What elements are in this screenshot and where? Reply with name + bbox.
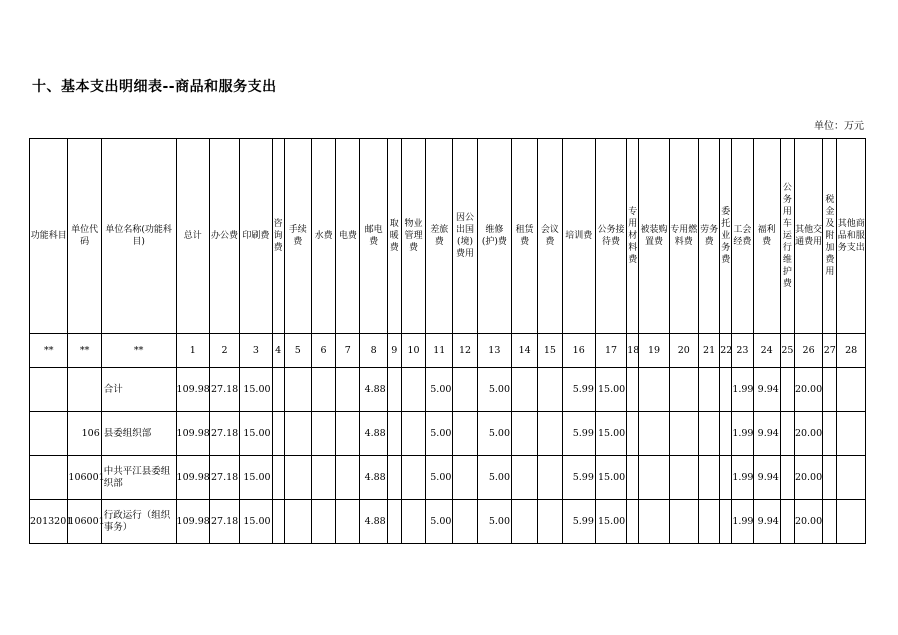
table-cell: 中共平江县委组织部 bbox=[101, 456, 176, 500]
column-header bbox=[595, 139, 626, 334]
expense-detail-table bbox=[29, 138, 866, 544]
table-cell bbox=[401, 500, 425, 544]
table-cell: 9.94 bbox=[753, 412, 780, 456]
table-cell: 15.00 bbox=[240, 456, 272, 500]
index-cell: 15 bbox=[538, 334, 562, 368]
table-cell bbox=[837, 456, 866, 500]
table-cell bbox=[538, 412, 562, 456]
column-header-label: 培训费 bbox=[565, 231, 593, 241]
index-cell: 16 bbox=[562, 334, 595, 368]
header-row bbox=[30, 139, 866, 334]
table-cell bbox=[669, 412, 698, 456]
table-cell bbox=[538, 456, 562, 500]
index-cell: 11 bbox=[426, 334, 453, 368]
table-cell bbox=[30, 456, 68, 500]
table-cell: 5.00 bbox=[426, 412, 453, 456]
table-cell: 109.98 bbox=[176, 368, 209, 412]
table-cell bbox=[780, 412, 794, 456]
column-header bbox=[68, 139, 101, 334]
table-cell: 15.00 bbox=[240, 368, 272, 412]
table-cell: 5.00 bbox=[477, 412, 511, 456]
table-cell bbox=[698, 500, 719, 544]
table-cell: 20.00 bbox=[794, 456, 822, 500]
table-cell bbox=[837, 500, 866, 544]
column-header bbox=[176, 139, 209, 334]
index-cell: 8 bbox=[360, 334, 387, 368]
table-cell bbox=[30, 368, 68, 412]
table-cell: 15.00 bbox=[595, 500, 626, 544]
table-cell: 9.94 bbox=[753, 368, 780, 412]
table-cell: 4.88 bbox=[360, 500, 387, 544]
index-cell: 17 bbox=[595, 334, 626, 368]
table-cell bbox=[720, 456, 732, 500]
table-cell bbox=[68, 368, 101, 412]
table-cell bbox=[669, 368, 698, 412]
table-cell: 15.00 bbox=[595, 456, 626, 500]
column-header-label: 单位代码 bbox=[71, 225, 99, 247]
table-cell: 4.88 bbox=[360, 368, 387, 412]
table-cell: 27.18 bbox=[209, 368, 239, 412]
column-header bbox=[837, 139, 866, 334]
index-cell: 1 bbox=[176, 334, 209, 368]
table-cell: 15.00 bbox=[595, 368, 626, 412]
index-cell: 20 bbox=[669, 334, 698, 368]
table-cell bbox=[639, 456, 669, 500]
table-cell bbox=[698, 456, 719, 500]
column-header-label: 租赁费 bbox=[515, 225, 534, 247]
column-header bbox=[512, 139, 538, 334]
column-header-label: 电费 bbox=[338, 231, 357, 241]
table-cell: 5.99 bbox=[562, 368, 595, 412]
index-cell: 25 bbox=[780, 334, 794, 368]
table-cell: 106001 bbox=[68, 500, 101, 544]
index-cell: 2 bbox=[209, 334, 239, 368]
table-cell: 5.00 bbox=[426, 500, 453, 544]
index-cell: ** bbox=[68, 334, 101, 368]
column-header-label: 取暖费 bbox=[389, 219, 399, 253]
column-header-label: 公务用车运行维护费 bbox=[782, 183, 792, 289]
table-cell bbox=[272, 456, 284, 500]
column-header bbox=[477, 139, 511, 334]
index-cell: 27 bbox=[823, 334, 837, 368]
table-cell: 109.98 bbox=[176, 456, 209, 500]
table-cell: 109.98 bbox=[176, 412, 209, 456]
table-cell bbox=[453, 412, 477, 456]
column-header-label: 因公出国(境)费用 bbox=[456, 213, 475, 259]
table-cell bbox=[512, 456, 538, 500]
column-header bbox=[780, 139, 794, 334]
index-cell: 10 bbox=[401, 334, 425, 368]
table-cell: 5.00 bbox=[426, 368, 453, 412]
column-header-label: 专用燃料费 bbox=[670, 225, 698, 247]
column-header bbox=[698, 139, 719, 334]
index-cell: 21 bbox=[698, 334, 719, 368]
table-cell bbox=[30, 412, 68, 456]
table-cell: 2013201 bbox=[30, 500, 68, 544]
table-cell bbox=[453, 456, 477, 500]
table-cell bbox=[780, 368, 794, 412]
column-header-label: 邮电费 bbox=[364, 225, 383, 247]
table-cell: 县委组织部 bbox=[101, 412, 176, 456]
column-header bbox=[753, 139, 780, 334]
table-cell bbox=[627, 500, 639, 544]
table-cell: 4.88 bbox=[360, 412, 387, 456]
table-cell: 27.18 bbox=[209, 500, 239, 544]
column-header-label: 总计 bbox=[183, 231, 202, 241]
table-cell: 1.99 bbox=[732, 412, 753, 456]
column-header-label: 其他商品和服务支出 bbox=[837, 219, 865, 253]
table-cell bbox=[720, 368, 732, 412]
table-cell: 行政运行（组织事务） bbox=[101, 500, 176, 544]
column-header-label: 专用材料费 bbox=[628, 207, 638, 265]
column-header-label: 公务接待费 bbox=[597, 225, 625, 247]
table-cell: 20.00 bbox=[794, 412, 822, 456]
table-cell: 5.00 bbox=[477, 368, 511, 412]
table-cell bbox=[512, 500, 538, 544]
table-cell bbox=[453, 500, 477, 544]
column-header bbox=[538, 139, 562, 334]
column-header-label: 劳务费 bbox=[700, 225, 719, 247]
table-cell: 15.00 bbox=[595, 412, 626, 456]
table-cell bbox=[780, 456, 794, 500]
column-header bbox=[30, 139, 68, 334]
index-cell: 4 bbox=[272, 334, 284, 368]
table-cell bbox=[401, 368, 425, 412]
column-header-label: 税金及附加费用 bbox=[825, 195, 835, 277]
index-cell: 22 bbox=[720, 334, 732, 368]
index-cell: 3 bbox=[240, 334, 272, 368]
index-cell: 12 bbox=[453, 334, 477, 368]
table-cell bbox=[387, 456, 401, 500]
table-cell bbox=[823, 500, 837, 544]
table-cell bbox=[698, 368, 719, 412]
table-cell: 5.00 bbox=[477, 500, 511, 544]
column-header bbox=[240, 139, 272, 334]
column-header-label: 单位名称(功能科目) bbox=[105, 225, 172, 247]
column-header bbox=[209, 139, 239, 334]
index-cell: 5 bbox=[284, 334, 311, 368]
table-cell bbox=[336, 412, 360, 456]
table-cell bbox=[387, 412, 401, 456]
table-cell bbox=[336, 456, 360, 500]
table-cell bbox=[311, 456, 335, 500]
table-cell bbox=[401, 412, 425, 456]
column-header-label: 被装购置费 bbox=[640, 225, 668, 247]
column-header bbox=[387, 139, 401, 334]
index-cell: 24 bbox=[753, 334, 780, 368]
table-cell bbox=[639, 500, 669, 544]
table-cell bbox=[284, 368, 311, 412]
table-cell bbox=[272, 368, 284, 412]
column-header-label: 维修(护)费 bbox=[481, 225, 507, 247]
table-cell bbox=[780, 500, 794, 544]
column-header-label: 印刷费 bbox=[242, 231, 270, 241]
column-header-label: 委托业务费 bbox=[721, 207, 731, 265]
column-header-label: 福利费 bbox=[757, 225, 776, 247]
column-header bbox=[311, 139, 335, 334]
table-cell: 20.00 bbox=[794, 368, 822, 412]
column-header-label: 工会经费 bbox=[733, 225, 752, 247]
column-header-label: 手续费 bbox=[288, 225, 307, 247]
table-cell bbox=[538, 500, 562, 544]
table-cell bbox=[311, 500, 335, 544]
table-cell bbox=[272, 500, 284, 544]
table-cell bbox=[669, 456, 698, 500]
table-cell bbox=[387, 500, 401, 544]
table-cell: 27.18 bbox=[209, 456, 239, 500]
column-header bbox=[720, 139, 732, 334]
table-cell bbox=[284, 456, 311, 500]
column-header-label: 物业管理费 bbox=[404, 219, 423, 253]
table-cell: 合计 bbox=[101, 368, 176, 412]
index-cell: ** bbox=[30, 334, 68, 368]
column-header bbox=[669, 139, 698, 334]
table-cell bbox=[284, 412, 311, 456]
table-cell bbox=[639, 368, 669, 412]
table-cell bbox=[453, 368, 477, 412]
table-cell: 15.00 bbox=[240, 500, 272, 544]
table-cell bbox=[627, 412, 639, 456]
table-row bbox=[30, 412, 866, 456]
index-cell: 9 bbox=[387, 334, 401, 368]
index-cell: 14 bbox=[512, 334, 538, 368]
column-header bbox=[284, 139, 311, 334]
table-cell: 15.00 bbox=[240, 412, 272, 456]
table-row bbox=[30, 456, 866, 500]
column-header bbox=[794, 139, 822, 334]
index-cell: 13 bbox=[477, 334, 511, 368]
index-cell: 28 bbox=[837, 334, 866, 368]
index-row bbox=[30, 334, 866, 368]
table-cell: 27.18 bbox=[209, 412, 239, 456]
table-cell bbox=[627, 456, 639, 500]
table-cell bbox=[538, 368, 562, 412]
table-cell bbox=[669, 500, 698, 544]
column-header bbox=[360, 139, 387, 334]
table-cell bbox=[311, 368, 335, 412]
column-header-label: 功能科目 bbox=[30, 231, 67, 241]
table-cell bbox=[823, 412, 837, 456]
table-cell: 106 bbox=[68, 412, 101, 456]
column-header-label: 会议费 bbox=[540, 225, 559, 247]
table-cell bbox=[311, 412, 335, 456]
column-header bbox=[272, 139, 284, 334]
table-cell bbox=[837, 412, 866, 456]
table-cell bbox=[720, 412, 732, 456]
column-header bbox=[562, 139, 595, 334]
page-title: 十、基本支出明细表--商品和服务支出 bbox=[32, 79, 277, 95]
column-header bbox=[401, 139, 425, 334]
column-header bbox=[336, 139, 360, 334]
table-cell bbox=[627, 368, 639, 412]
table-cell bbox=[837, 368, 866, 412]
table-cell bbox=[698, 412, 719, 456]
table-cell: 5.99 bbox=[562, 412, 595, 456]
column-header-label: 水费 bbox=[314, 231, 333, 241]
column-header-label: 咨询费 bbox=[273, 219, 283, 253]
column-header-label: 差旅费 bbox=[430, 225, 449, 247]
table-cell: 5.00 bbox=[426, 456, 453, 500]
index-cell: ** bbox=[101, 334, 176, 368]
table-cell bbox=[387, 368, 401, 412]
table-cell: 1.99 bbox=[732, 368, 753, 412]
column-header bbox=[453, 139, 477, 334]
column-header-label: 其他交通费用 bbox=[795, 225, 823, 247]
table-cell: 9.94 bbox=[753, 500, 780, 544]
index-cell: 19 bbox=[639, 334, 669, 368]
index-cell: 26 bbox=[794, 334, 822, 368]
column-header-label: 办公费 bbox=[211, 231, 239, 241]
table-cell: 1.99 bbox=[732, 500, 753, 544]
table-cell bbox=[336, 500, 360, 544]
unit-label: 单位：万元 bbox=[814, 121, 864, 132]
table-cell: 1.99 bbox=[732, 456, 753, 500]
table-cell bbox=[401, 456, 425, 500]
index-cell: 18 bbox=[627, 334, 639, 368]
table-cell bbox=[720, 500, 732, 544]
column-header bbox=[101, 139, 176, 334]
table-row bbox=[30, 368, 866, 412]
table-cell bbox=[272, 412, 284, 456]
column-header bbox=[639, 139, 669, 334]
table-cell: 4.88 bbox=[360, 456, 387, 500]
table-cell bbox=[823, 456, 837, 500]
column-header bbox=[823, 139, 837, 334]
table-cell bbox=[512, 412, 538, 456]
table-cell: 9.94 bbox=[753, 456, 780, 500]
index-cell: 7 bbox=[336, 334, 360, 368]
column-header bbox=[732, 139, 753, 334]
table-row bbox=[30, 500, 866, 544]
table-cell: 5.99 bbox=[562, 456, 595, 500]
table-cell bbox=[639, 412, 669, 456]
table-cell: 109.98 bbox=[176, 500, 209, 544]
table-cell: 106001 bbox=[68, 456, 101, 500]
table-cell bbox=[336, 368, 360, 412]
table-cell bbox=[512, 368, 538, 412]
column-header bbox=[426, 139, 453, 334]
table-cell bbox=[284, 500, 311, 544]
index-cell: 6 bbox=[311, 334, 335, 368]
index-cell: 23 bbox=[732, 334, 753, 368]
column-header bbox=[627, 139, 639, 334]
table-cell: 5.99 bbox=[562, 500, 595, 544]
table-cell bbox=[823, 368, 837, 412]
table-cell: 20.00 bbox=[794, 500, 822, 544]
table-cell: 5.00 bbox=[477, 456, 511, 500]
